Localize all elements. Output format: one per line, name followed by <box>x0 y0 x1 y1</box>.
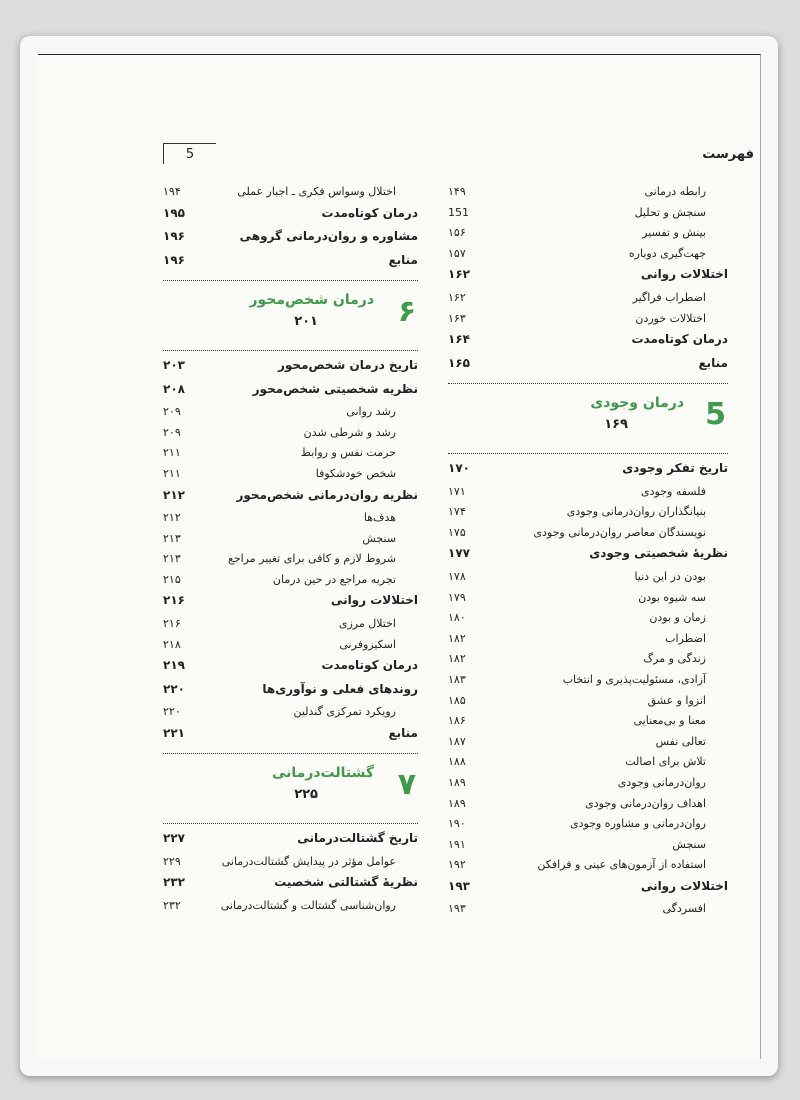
toc-entry-title: نظریهٔ شخصیتی وجودی <box>589 546 728 561</box>
toc-entry-title: سنجش و تحلیل <box>634 205 706 219</box>
toc-entry-page: ۱۹۵ <box>163 205 185 220</box>
toc-entry[interactable] <box>448 776 728 796</box>
toc-entry-page: ۱۹۴ <box>163 185 181 198</box>
chapter-title: گشتالت‌درمانی <box>271 765 374 782</box>
toc-entry-title: تاریخ درمان شخص‌محور <box>277 358 418 373</box>
chapter-number: 5 <box>705 397 726 433</box>
toc-entry-page: ۲۲۰ <box>163 681 185 696</box>
chapter-heading <box>448 391 728 445</box>
toc-entry-title: تجربه مراجع در حین درمان <box>272 572 396 586</box>
toc-entry-title: اضطراب فراگیر <box>632 290 706 304</box>
toc-entry-page: ۲۱۱ <box>163 466 181 480</box>
dotted-divider <box>163 350 418 351</box>
toc-entry[interactable] <box>163 358 418 378</box>
toc-entry[interactable] <box>448 817 728 837</box>
dotted-divider <box>163 823 418 824</box>
toc-entry-page: ۲۰۹ <box>163 405 181 419</box>
toc-entry[interactable] <box>163 532 418 552</box>
toc-entry-page: ۱۸۶ <box>448 714 466 728</box>
toc-entry[interactable] <box>163 658 418 678</box>
toc-entry[interactable] <box>448 267 728 287</box>
toc-entry[interactable] <box>163 405 418 425</box>
toc-entry[interactable] <box>163 899 418 919</box>
toc-entry-title: نویسندگان معاصر روان‌درمانی وجودی <box>533 525 706 539</box>
toc-entry-page: ۱۵۷ <box>448 246 466 260</box>
toc-entry-title: رشد و شرطی شدن <box>303 425 396 439</box>
toc-entry-page: ۱۴۹ <box>448 185 466 198</box>
toc-entry-title: زمان و بودن <box>649 611 706 625</box>
toc-entry-title: نظریه شخصیتی شخص‌محور <box>252 381 418 396</box>
toc-entry[interactable] <box>448 312 728 332</box>
toc-entry-page: ۲۱۲ <box>163 487 185 502</box>
toc-entry[interactable] <box>448 206 728 226</box>
toc-entry-title: رشد روانی <box>346 405 396 419</box>
toc-entry[interactable] <box>163 206 418 226</box>
toc-entry[interactable] <box>448 902 728 922</box>
toc-entry-title: بینش و تفسیر <box>642 226 706 240</box>
toc-entry-page: ۱۶۴ <box>448 332 470 347</box>
toc-entry-page: ۲۲۰ <box>163 705 181 719</box>
toc-entry-title: منابع <box>388 725 418 740</box>
toc-entry[interactable] <box>163 185 418 205</box>
toc-entry-title: تاریخ تفکر وجودی <box>622 461 728 476</box>
toc-entry-title: انزوا و عشق <box>647 693 706 707</box>
toc-entry-page: ۱۷۰ <box>448 461 470 476</box>
toc-entry-title: بنیانگذاران روان‌درمانی وجودی <box>566 505 706 519</box>
toc-entry-title: فلسفه وجودی <box>641 484 706 498</box>
toc-entry-title: زندگی و مرگ <box>643 652 706 666</box>
toc-entry[interactable] <box>163 511 418 531</box>
toc-entry[interactable] <box>448 632 728 652</box>
toc-entry-page: ۲۱۳ <box>163 531 181 545</box>
toc-entry-title: آزادی، مسئولیت‌پذیری و انتخاب <box>562 672 706 686</box>
toc-entry-title: روان‌شناسی گشتالت و گشتالت‌درمانی <box>220 898 396 912</box>
toc-entry-title: درمان کوتاه‌مدت <box>321 205 418 220</box>
book-page <box>38 54 761 1059</box>
toc-entry[interactable] <box>448 611 728 631</box>
toc-entry-title: مشاوره و روان‌درمانی گروهی <box>239 229 418 244</box>
toc-entry[interactable] <box>448 735 728 755</box>
toc-entry[interactable] <box>163 467 418 487</box>
toc-entry-page: ۱۹۱ <box>448 837 466 851</box>
dotted-divider <box>448 383 728 384</box>
chapter-page: ۱۶۹ <box>604 417 628 433</box>
toc-entry-title: اهداف روان‌درمانی وجودی <box>585 796 706 810</box>
toc-entry-page: ۱۸۲ <box>448 652 466 666</box>
dotted-divider <box>163 753 418 754</box>
toc-entry[interactable] <box>163 705 418 725</box>
toc-entry-page: ۲۱۶ <box>163 593 185 608</box>
toc-entry-title: روان‌درمانی و مشاوره وجودی <box>570 817 706 831</box>
toc-entry-title: نظریه روان‌درمانی شخص‌محور <box>236 487 418 502</box>
toc-entry-page: ۲۲۹ <box>163 854 181 868</box>
toc-entry-page: ۲۰۳ <box>163 358 185 373</box>
toc-entry[interactable] <box>448 332 728 352</box>
toc-entry-page: ۲۱۵ <box>163 572 181 586</box>
toc-entry-title: اسکیزوفرنی <box>339 637 396 651</box>
dotted-divider <box>448 453 728 454</box>
toc-entry[interactable] <box>448 755 728 775</box>
toc-entry-title: سنجش <box>672 837 706 851</box>
toc-entry-page: ۱۷۸ <box>448 569 466 583</box>
toc-entry[interactable] <box>163 253 418 273</box>
toc-entry[interactable] <box>448 879 728 899</box>
toc-entry[interactable] <box>448 694 728 714</box>
toc-entry-page: ۱۸۷ <box>448 734 466 748</box>
toc-entry-page: ۲۳۲ <box>163 875 185 890</box>
toc-entry-page: ۱۹۶ <box>163 229 185 244</box>
toc-entry-page: ۱۸۲ <box>448 631 466 645</box>
toc-entry-title: افسردگی <box>662 902 706 916</box>
toc-entry-title: منابع <box>698 355 728 370</box>
toc-entry-title: نظریهٔ گشتالتی شخصیت <box>274 875 418 890</box>
chapter-number: ۶ <box>397 294 416 330</box>
toc-entry-title: اختلال وسواس فکری ـ اجبار عملی <box>237 185 396 198</box>
toc-entry[interactable] <box>163 446 418 466</box>
toc-entry-page: ۱۹۳ <box>448 878 470 893</box>
toc-entry-page: ۱۶۲ <box>448 290 466 304</box>
toc-entry-title: روان‌درمانی وجودی <box>617 775 706 789</box>
toc-entry[interactable] <box>163 617 418 637</box>
toc-entry-title: عوامل مؤثر در پیدایش گشتالت‌درمانی <box>221 854 396 868</box>
toc-entry-title: رابطه درمانی <box>644 185 706 198</box>
toc-entry-title: درمان کوتاه‌مدت <box>631 332 728 347</box>
toc-entry[interactable] <box>448 797 728 817</box>
toc-entry-page: ۲۳۲ <box>163 898 181 912</box>
toc-entry[interactable] <box>163 552 418 572</box>
chapter-heading <box>163 761 418 815</box>
toc-entry-title: تعالی نفس <box>655 734 706 748</box>
toc-entry-page: ۱۷۱ <box>448 484 466 498</box>
toc-entry-page: ۲۱۹ <box>163 658 185 673</box>
toc-entry[interactable] <box>163 682 418 702</box>
toc-entry-title: اختلالات روانی <box>640 878 728 893</box>
toc-entry-page: ۱۷۹ <box>448 590 466 604</box>
toc-entry[interactable] <box>163 831 418 851</box>
toc-entry[interactable] <box>448 591 728 611</box>
toc-entry[interactable] <box>163 229 418 249</box>
chapter-page: ۲۲۵ <box>294 787 318 803</box>
toc-entry-page: ۲۱۶ <box>163 616 181 630</box>
toc-entry[interactable] <box>163 638 418 658</box>
toc-entry-page: ۱۶۲ <box>448 267 470 282</box>
toc-entry[interactable] <box>448 226 728 246</box>
toc-entry-title: روندهای فعلی و نوآوری‌ها <box>262 681 418 696</box>
toc-entry-page: ۱۸۳ <box>448 672 466 686</box>
toc-entry-page: ۱۹۲ <box>448 858 466 872</box>
toc-entry-page: ۱۹۳ <box>448 902 466 916</box>
toc-entry-title: اضطراب <box>665 631 706 645</box>
toc-entry-title: معنا و بی‌معنایی <box>633 714 706 728</box>
toc-entry[interactable] <box>163 382 418 402</box>
toc-entry-title: اختلال مرزی <box>338 616 396 630</box>
toc-entry[interactable] <box>448 485 728 505</box>
toc-entry-page: ۱۷۴ <box>448 505 466 519</box>
toc-entry-page: ۱۹۶ <box>163 252 185 267</box>
toc-entry[interactable] <box>163 573 418 593</box>
toc-entry[interactable] <box>448 505 728 525</box>
page-number: 5 <box>163 143 216 164</box>
toc-entry-title: شخص خودشکوفا <box>315 466 396 480</box>
toc-entry[interactable] <box>163 593 418 613</box>
toc-entry[interactable] <box>163 726 418 746</box>
toc-entry-page: ۲۰۸ <box>163 381 185 396</box>
toc-entry-page: ۱۵۶ <box>448 226 466 240</box>
toc-entry-title: رویکرد تمرکزی گندلین <box>293 705 396 719</box>
toc-entry-title: درمان کوتاه‌مدت <box>321 658 418 673</box>
toc-entry[interactable] <box>448 247 728 267</box>
toc-entry[interactable] <box>448 714 728 734</box>
toc-entry[interactable] <box>163 875 418 895</box>
toc-entry-title: استفاده از آزمون‌های عینی و فرافکن <box>537 858 706 872</box>
toc-entry-title: سه شیوه بودن <box>638 590 706 604</box>
toc-entry[interactable] <box>163 855 418 875</box>
chapter-title: درمان وجودی <box>590 395 684 412</box>
toc-entry-page: ۱۸۹ <box>448 775 466 789</box>
toc-entry-title: اختلالات روانی <box>640 267 728 282</box>
toc-entry[interactable] <box>448 185 728 205</box>
toc-entry-page: ۲۲۷ <box>163 831 185 846</box>
toc-entry-page: ۱۶۵ <box>448 355 470 370</box>
toc-entry-title: اختلالات خوردن <box>635 311 706 325</box>
toc-entry[interactable] <box>448 858 728 878</box>
toc-entry-page: ۲۰۹ <box>163 425 181 439</box>
page-frame <box>20 36 778 1076</box>
page-header-title: فهرست <box>702 147 754 162</box>
toc-entry[interactable] <box>163 426 418 446</box>
toc-entry-title: بودن در این دنیا <box>634 569 706 583</box>
chapter-number: ۷ <box>397 767 416 803</box>
toc-entry-page: ۱۷۷ <box>448 546 470 561</box>
dotted-divider <box>163 280 418 281</box>
toc-entry[interactable] <box>448 570 728 590</box>
toc-entry-title: هدف‌ها <box>363 511 396 524</box>
toc-entry-title: تاریخ گشتالت‌درمانی <box>297 831 418 846</box>
toc-entry[interactable] <box>448 652 728 672</box>
toc-entry-title: منابع <box>388 252 418 267</box>
toc-entry-title: جهت‌گیری دوباره <box>628 246 706 260</box>
toc-entry-page: ۱۷۵ <box>448 525 466 539</box>
chapter-heading <box>163 288 418 342</box>
toc-entry[interactable] <box>448 546 728 566</box>
toc-entry-page: ۲۲۱ <box>163 725 185 740</box>
toc-entry-title: حرمت نفس و روابط <box>300 446 396 460</box>
toc-entry[interactable] <box>448 461 728 481</box>
toc-entry[interactable] <box>448 356 728 376</box>
toc-entry-title: سنجش <box>362 531 396 545</box>
toc-entry-page: ۲۱۸ <box>163 637 181 651</box>
toc-entry[interactable] <box>448 838 728 858</box>
toc-entry-page: ۱۹۰ <box>448 817 466 831</box>
toc-entry-page: ۱۸۰ <box>448 611 466 625</box>
toc-entry-page: ۲۱۳ <box>163 552 181 566</box>
toc-entry[interactable] <box>448 673 728 693</box>
chapter-title: درمان شخص‌محور <box>249 292 374 309</box>
toc-entry-page: 151 <box>448 205 469 219</box>
toc-entry[interactable] <box>448 526 728 546</box>
toc-entry-page: ۱۸۸ <box>448 755 466 769</box>
toc-entry-title: اختلالات روانی <box>330 593 418 608</box>
toc-entry-page: ۲۱۲ <box>163 511 181 524</box>
toc-entry-page: ۱۸۹ <box>448 796 466 810</box>
toc-entry-page: ۲۱۱ <box>163 446 181 460</box>
toc-entry-title: تلاش برای اصالت <box>625 755 706 769</box>
toc-entry[interactable] <box>448 291 728 311</box>
toc-entry-title: شروط لازم و کافی برای تغییر مراجع <box>227 552 396 566</box>
toc-entry-page: ۱۶۳ <box>448 311 466 325</box>
toc-entry-page: ۱۸۵ <box>448 693 466 707</box>
toc-entry[interactable] <box>163 488 418 508</box>
chapter-page: ۲۰۱ <box>294 314 318 330</box>
